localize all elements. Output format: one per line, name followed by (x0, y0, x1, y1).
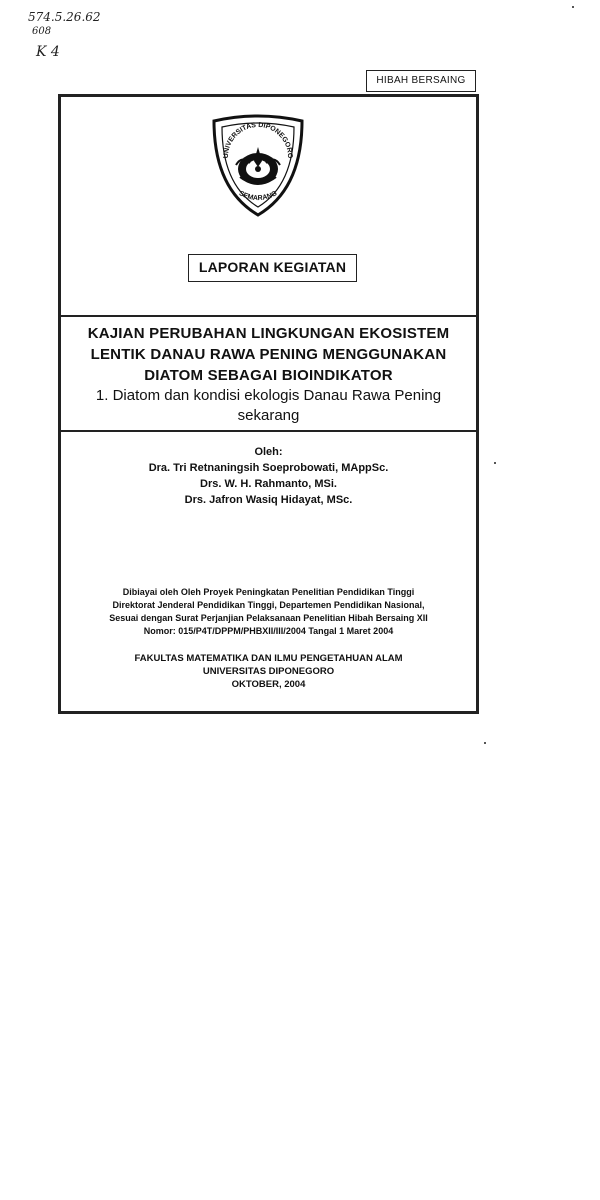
cover-frame (58, 94, 479, 714)
funding-line-4: Nomor: 015/P4T/DPPM/PHBXII/III/2004 Tangal 1 Maret 2004 (143, 626, 394, 636)
scan-speck (484, 742, 486, 744)
title-line-2: LENTIK DANAU RAWA PENING MENGGUNAKAN (90, 346, 447, 363)
funding-line-2: Direktorat Jenderal Pendidikan Tinggi, Departemen Pendidikan Nasional, (112, 600, 425, 610)
funding-line-1: Dibiayai oleh Oleh Proyek Peningkatan Penelitian Pendidikan Tinggi (122, 587, 415, 597)
faculty-line-3: OKTOBER, 2004 (231, 679, 306, 690)
grant-stamp-label: HIBAH BERSAING (366, 70, 476, 92)
handwritten-note-1: 574.5.26.62 (28, 10, 101, 24)
title-line-3: DIATOM SEBAGAI BIOINDIKATOR (144, 367, 393, 384)
title-line-1: KAJIAN PERUBAHAN LINGKUNGAN EKOSISTEM (87, 325, 450, 342)
faculty-line-2: UNIVERSITAS DIPONEGORO (202, 666, 335, 677)
header-section (61, 97, 476, 317)
authors-block (61, 444, 476, 508)
handwritten-note-3: K 4 (36, 44, 60, 60)
seal-top-text: UNIVERSITAS DIPONEGORO (222, 121, 294, 159)
author-2: Drs. W. H. Rahmanto, MSi. (200, 478, 337, 490)
details-section (61, 430, 476, 711)
subtitle-line-2: sekarang (237, 407, 300, 424)
university-seal-icon (206, 111, 310, 219)
scan-speck (494, 462, 496, 464)
handwritten-note-2: 608 (32, 26, 52, 37)
author-1: Dra. Tri Retnaningsih Soeprobowati, MAppSc. (148, 462, 389, 474)
funding-line-3: Sesuai dengan Surat Perjanjian Pelaksanaan Penelitian Hibah Bersaing XII (109, 613, 428, 623)
subtitle-line-1: 1. Diatom dan kondisi ekologis Danau Rawa Pening (95, 387, 442, 404)
faculty-block (61, 652, 476, 691)
author-3: Drs. Jafron Wasiq Hidayat, MSc. (184, 494, 353, 506)
title-section (61, 315, 476, 432)
seal-bottom-text: SEMARANG (237, 190, 279, 203)
report-type-box: LAPORAN KEGIATAN (188, 254, 357, 282)
scan-speck (572, 6, 574, 8)
faculty-line-1: FAKULTAS MATEMATIKA DAN ILMU PENGETAHUAN ALAM (134, 653, 403, 664)
funding-block (61, 586, 476, 638)
authors-label: Oleh: (254, 446, 283, 458)
